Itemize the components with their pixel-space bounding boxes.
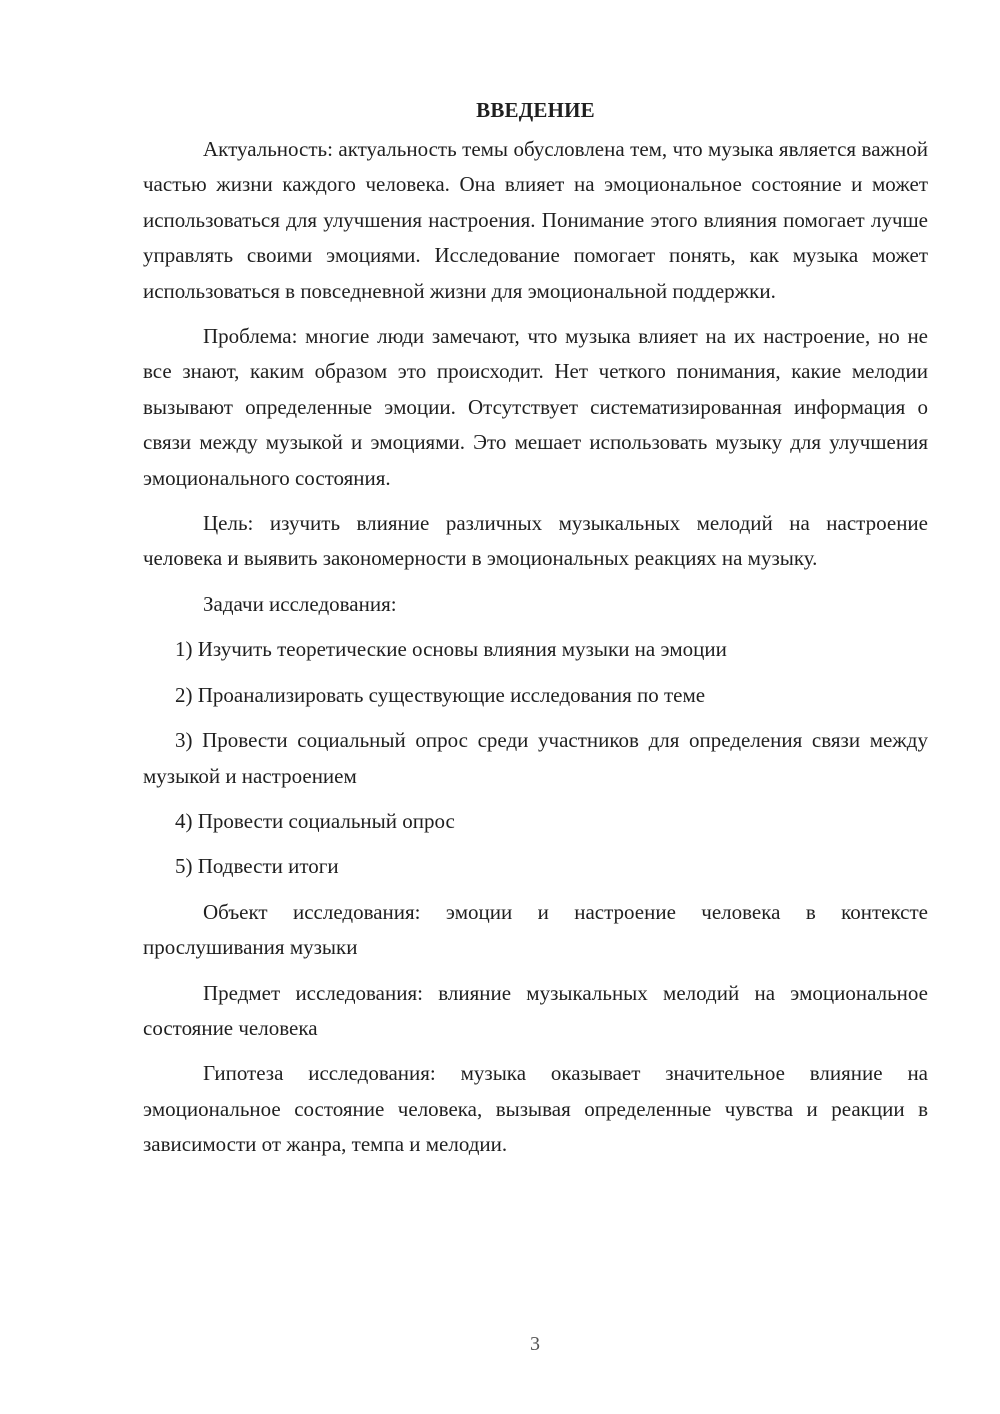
page-title: ВВЕДЕНИЕ xyxy=(476,98,595,122)
subject-paragraph: Предмет исследования: влияние музыкальных мелодий на эмоциональное состояние человека xyxy=(143,980,928,1040)
page-number: 3 xyxy=(530,1333,540,1355)
goal-paragraph: Цель: изучить влияние различных музыкальных мелодий на настроение человека и выявить закономерности в эмоциональных реакциях на музыку. xyxy=(143,511,928,571)
task-item-3: 3) Провести социальный опрос среди участников для определения связи между музыкой и настроением xyxy=(143,728,928,788)
hypothesis-paragraph: Гипотеза исследования: музыка оказывает значительное влияние на эмоциональное состояние человека, вызывая определенные чувства и реакции в зависимости от жанра, темпа и мелодии. xyxy=(143,1061,928,1157)
task-item-5: 5) Подвести итоги xyxy=(175,854,339,879)
task-item-4: 4) Провести социальный опрос xyxy=(175,808,455,833)
document-page xyxy=(143,92,928,1173)
task-item-1: 1) Изучить теоретические основы влияния музыки на эмоции xyxy=(175,637,727,662)
problem-paragraph: Проблема: многие люди замечают, что музыка влияет на их настроение, но не все знают, каким образом это происходит. Нет четкого понимания, какие мелодии вызывают определенные эмоции. Отсутствует систематизированная информация о связи между музыкой и эмоциями. Это мешает использовать музыку для улучшения эмоционального состояния. xyxy=(143,324,928,490)
tasks-heading: Задачи исследования: xyxy=(203,591,397,616)
relevance-paragraph: Актуальность: актуальность темы обусловлена тем, что музыка является важной частью жизни каждого человека. Она влияет на эмоциональное состояние и может использоваться для улучшения настроения. Понимание этого влияния помогает лучше управлять своими эмоциями. Исследование помогает понять, как музыка может использоваться в повседневной жизни для эмоциональной поддержки. xyxy=(143,137,928,303)
object-paragraph: Объект исследования: эмоции и настроение человека в контексте прослушивания музыки xyxy=(143,899,928,960)
task-item-2: 2) Проанализировать существующие исследования по теме xyxy=(175,682,706,707)
